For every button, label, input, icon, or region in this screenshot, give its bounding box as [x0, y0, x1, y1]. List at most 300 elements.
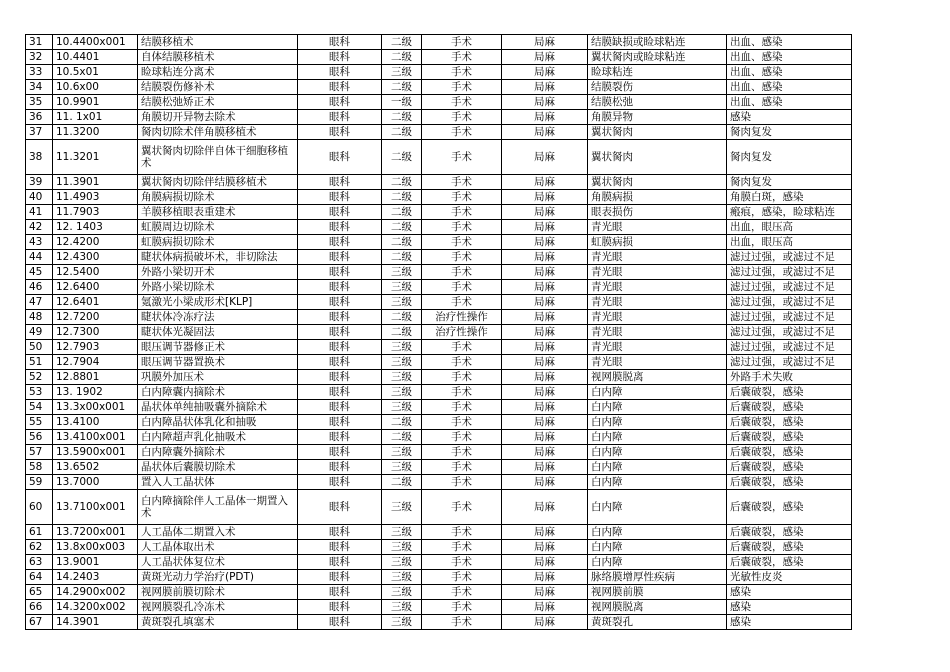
procedure-code-cell: 11.7903 — [53, 205, 138, 220]
department-cell: 眼科 — [298, 235, 382, 250]
anesthesia-cell: 局麻 — [502, 460, 588, 475]
indication-cell: 青光眼 — [588, 310, 727, 325]
operation-type-cell: 手术 — [422, 615, 502, 630]
row-number-cell: 37 — [26, 125, 53, 140]
procedure-code-cell: 11.3901 — [53, 175, 138, 190]
department-cell: 眼科 — [298, 140, 382, 175]
complication-cell: 后囊破裂，感染 — [727, 555, 852, 570]
row-number-cell: 55 — [26, 415, 53, 430]
operation-type-cell: 手术 — [422, 95, 502, 110]
complication-cell: 感染 — [727, 600, 852, 615]
indication-cell: 白内障 — [588, 445, 727, 460]
anesthesia-cell: 局麻 — [502, 95, 588, 110]
procedure-name-cell: 视网膜前膜切除术 — [138, 585, 298, 600]
table-row — [26, 250, 852, 265]
procedure-code-cell: 12.6401 — [53, 295, 138, 310]
complication-cell: 滤过过强，或滤过不足 — [727, 355, 852, 370]
complication-cell: 胬肉复发 — [727, 125, 852, 140]
operation-type-cell: 治疗性操作 — [422, 310, 502, 325]
operation-type-cell: 手术 — [422, 540, 502, 555]
department-cell: 眼科 — [298, 80, 382, 95]
anesthesia-cell: 局麻 — [502, 570, 588, 585]
level-cell: 三级 — [382, 585, 422, 600]
table-row — [26, 415, 852, 430]
indication-cell: 白内障 — [588, 540, 727, 555]
complication-cell: 感染 — [727, 585, 852, 600]
anesthesia-cell: 局麻 — [502, 600, 588, 615]
table-row — [26, 80, 852, 95]
complication-cell: 感染 — [727, 615, 852, 630]
level-cell: 二级 — [382, 190, 422, 205]
row-number-cell: 50 — [26, 340, 53, 355]
department-cell: 眼科 — [298, 490, 382, 525]
complication-cell: 出血，眼压高 — [727, 220, 852, 235]
procedure-code-cell: 11.3201 — [53, 140, 138, 175]
level-cell: 三级 — [382, 295, 422, 310]
level-cell: 三级 — [382, 65, 422, 80]
level-cell: 三级 — [382, 555, 422, 570]
department-cell: 眼科 — [298, 110, 382, 125]
indication-cell: 睑球粘连 — [588, 65, 727, 80]
table-row — [26, 490, 852, 525]
complication-cell: 后囊破裂，感染 — [727, 400, 852, 415]
anesthesia-cell: 局麻 — [502, 555, 588, 570]
department-cell: 眼科 — [298, 280, 382, 295]
row-number-cell: 48 — [26, 310, 53, 325]
department-cell: 眼科 — [298, 445, 382, 460]
anesthesia-cell: 局麻 — [502, 250, 588, 265]
procedure-name-cell: 人工晶状体复位术 — [138, 555, 298, 570]
level-cell: 三级 — [382, 600, 422, 615]
level-cell: 三级 — [382, 445, 422, 460]
complication-cell: 滤过过强，或滤过不足 — [727, 310, 852, 325]
procedure-name-cell: 睑球粘连分离术 — [138, 65, 298, 80]
complication-cell: 后囊破裂，感染 — [727, 445, 852, 460]
table-row — [26, 385, 852, 400]
complication-cell: 后囊破裂，感染 — [727, 540, 852, 555]
operation-type-cell: 手术 — [422, 570, 502, 585]
complication-cell: 出血、感染 — [727, 35, 852, 50]
operation-type-cell: 手术 — [422, 250, 502, 265]
procedure-code-cell: 12.7904 — [53, 355, 138, 370]
indication-cell: 白内障 — [588, 490, 727, 525]
procedure-name-cell: 黄斑裂孔填塞术 — [138, 615, 298, 630]
anesthesia-cell: 局麻 — [502, 190, 588, 205]
procedure-code-cell: 13.5900x001 — [53, 445, 138, 460]
table-row — [26, 310, 852, 325]
procedure-name-cell: 自体结膜移植术 — [138, 50, 298, 65]
level-cell: 三级 — [382, 340, 422, 355]
complication-cell: 感染 — [727, 110, 852, 125]
indication-cell: 脉络膜增厚性疾病 — [588, 570, 727, 585]
procedure-name-cell: 视网膜裂孔冷冻术 — [138, 600, 298, 615]
level-cell: 三级 — [382, 525, 422, 540]
indication-cell: 视网膜脱离 — [588, 370, 727, 385]
procedure-name-cell: 角膜病损切除术 — [138, 190, 298, 205]
anesthesia-cell: 局麻 — [502, 355, 588, 370]
anesthesia-cell: 局麻 — [502, 490, 588, 525]
operation-type-cell: 手术 — [422, 65, 502, 80]
procedure-name-cell: 羊膜移植眼表重建术 — [138, 205, 298, 220]
complication-cell: 出血、感染 — [727, 65, 852, 80]
row-number-cell: 65 — [26, 585, 53, 600]
procedure-name-cell: 晶状体单纯抽吸囊外摘除术 — [138, 400, 298, 415]
department-cell: 眼科 — [298, 250, 382, 265]
indication-cell: 白内障 — [588, 525, 727, 540]
operation-type-cell: 手术 — [422, 555, 502, 570]
procedure-name-cell: 白内障囊内摘除术 — [138, 385, 298, 400]
department-cell: 眼科 — [298, 125, 382, 140]
indication-cell: 青光眼 — [588, 220, 727, 235]
anesthesia-cell: 局麻 — [502, 585, 588, 600]
procedure-name-cell: 白内障囊外摘除术 — [138, 445, 298, 460]
department-cell: 眼科 — [298, 430, 382, 445]
procedure-code-cell: 14.2900x002 — [53, 585, 138, 600]
complication-cell: 后囊破裂，感染 — [727, 385, 852, 400]
department-cell: 眼科 — [298, 415, 382, 430]
department-cell: 眼科 — [298, 190, 382, 205]
table-row — [26, 220, 852, 235]
complication-cell: 后囊破裂，感染 — [727, 490, 852, 525]
anesthesia-cell: 局麻 — [502, 295, 588, 310]
operation-type-cell: 手术 — [422, 110, 502, 125]
row-number-cell: 62 — [26, 540, 53, 555]
procedure-name-cell: 翼状胬肉切除伴结膜移植术 — [138, 175, 298, 190]
complication-cell: 后囊破裂，感染 — [727, 475, 852, 490]
table-row — [26, 35, 852, 50]
procedure-code-cell: 10.5x01 — [53, 65, 138, 80]
table-row — [26, 585, 852, 600]
level-cell: 一级 — [382, 95, 422, 110]
complication-cell: 滤过过强，或滤过不足 — [727, 250, 852, 265]
complication-cell: 出血、感染 — [727, 95, 852, 110]
operation-type-cell: 手术 — [422, 125, 502, 140]
anesthesia-cell: 局麻 — [502, 65, 588, 80]
table-row — [26, 65, 852, 80]
table-row — [26, 175, 852, 190]
level-cell: 二级 — [382, 235, 422, 250]
anesthesia-cell: 局麻 — [502, 265, 588, 280]
level-cell: 三级 — [382, 490, 422, 525]
table-row — [26, 235, 852, 250]
indication-cell: 白内障 — [588, 475, 727, 490]
row-number-cell: 49 — [26, 325, 53, 340]
department-cell: 眼科 — [298, 385, 382, 400]
procedure-name-cell: 虹膜周边切除术 — [138, 220, 298, 235]
department-cell: 眼科 — [298, 295, 382, 310]
department-cell: 眼科 — [298, 600, 382, 615]
row-number-cell: 39 — [26, 175, 53, 190]
indication-cell: 白内障 — [588, 555, 727, 570]
indication-cell: 白内障 — [588, 400, 727, 415]
operation-type-cell: 手术 — [422, 220, 502, 235]
department-cell: 眼科 — [298, 340, 382, 355]
indication-cell: 角膜异物 — [588, 110, 727, 125]
procedure-name-cell: 置入人工晶状体 — [138, 475, 298, 490]
procedure-code-cell: 12.5400 — [53, 265, 138, 280]
table-row — [26, 325, 852, 340]
department-cell: 眼科 — [298, 50, 382, 65]
anesthesia-cell: 局麻 — [502, 475, 588, 490]
procedure-name-cell: 胬肉切除术伴角膜移植术 — [138, 125, 298, 140]
level-cell: 二级 — [382, 125, 422, 140]
table-row — [26, 475, 852, 490]
table-row — [26, 570, 852, 585]
operation-type-cell: 手术 — [422, 600, 502, 615]
procedure-code-cell: 12. 1403 — [53, 220, 138, 235]
operation-type-cell: 手术 — [422, 385, 502, 400]
level-cell: 二级 — [382, 415, 422, 430]
procedure-name-cell: 结膜裂伤修补术 — [138, 80, 298, 95]
row-number-cell: 41 — [26, 205, 53, 220]
procedure-name-cell: 虹膜病损切除术 — [138, 235, 298, 250]
indication-cell: 结膜裂伤 — [588, 80, 727, 95]
row-number-cell: 31 — [26, 35, 53, 50]
procedure-code-cell: 14.3901 — [53, 615, 138, 630]
anesthesia-cell: 局麻 — [502, 80, 588, 95]
procedure-code-cell: 12.7903 — [53, 340, 138, 355]
operation-type-cell: 手术 — [422, 80, 502, 95]
operation-type-cell: 手术 — [422, 490, 502, 525]
level-cell: 三级 — [382, 615, 422, 630]
level-cell: 二级 — [382, 50, 422, 65]
row-number-cell: 42 — [26, 220, 53, 235]
procedure-name-cell: 人工晶体取出术 — [138, 540, 298, 555]
complication-cell: 光敏性皮炎 — [727, 570, 852, 585]
level-cell: 二级 — [382, 310, 422, 325]
operation-type-cell: 手术 — [422, 175, 502, 190]
complication-cell: 角膜白斑，感染 — [727, 190, 852, 205]
anesthesia-cell: 局麻 — [502, 525, 588, 540]
procedure-code-cell: 13.7000 — [53, 475, 138, 490]
procedure-name-cell: 巩膜外加压术 — [138, 370, 298, 385]
department-cell: 眼科 — [298, 615, 382, 630]
table-row — [26, 190, 852, 205]
department-cell: 眼科 — [298, 355, 382, 370]
indication-cell: 白内障 — [588, 430, 727, 445]
department-cell: 眼科 — [298, 310, 382, 325]
operation-type-cell: 手术 — [422, 50, 502, 65]
indication-cell: 白内障 — [588, 460, 727, 475]
procedure-name-cell: 结膜移植术 — [138, 35, 298, 50]
procedure-table — [25, 34, 852, 630]
table-row — [26, 540, 852, 555]
indication-cell: 青光眼 — [588, 325, 727, 340]
level-cell: 三级 — [382, 570, 422, 585]
indication-cell: 结膜缺损或睑球粘连 — [588, 35, 727, 50]
complication-cell: 瘢痕，感染，睑球粘连 — [727, 205, 852, 220]
procedure-name-cell: 睫状体光凝固法 — [138, 325, 298, 340]
complication-cell: 胬肉复发 — [727, 175, 852, 190]
operation-type-cell: 手术 — [422, 265, 502, 280]
row-number-cell: 67 — [26, 615, 53, 630]
table-row — [26, 400, 852, 415]
level-cell: 三级 — [382, 265, 422, 280]
level-cell: 二级 — [382, 80, 422, 95]
procedure-name-cell: 人工晶体二期置入术 — [138, 525, 298, 540]
row-number-cell: 35 — [26, 95, 53, 110]
procedure-code-cell: 11.3200 — [53, 125, 138, 140]
operation-type-cell: 手术 — [422, 525, 502, 540]
indication-cell: 翼状胬肉 — [588, 140, 727, 175]
level-cell: 三级 — [382, 355, 422, 370]
department-cell: 眼科 — [298, 205, 382, 220]
level-cell: 三级 — [382, 370, 422, 385]
complication-cell: 滤过过强，或滤过不足 — [727, 265, 852, 280]
procedure-code-cell: 11.4903 — [53, 190, 138, 205]
complication-cell: 后囊破裂，感染 — [727, 415, 852, 430]
table-row — [26, 430, 852, 445]
procedure-code-cell: 13.7100x001 — [53, 490, 138, 525]
operation-type-cell: 手术 — [422, 340, 502, 355]
level-cell: 二级 — [382, 430, 422, 445]
anesthesia-cell: 局麻 — [502, 340, 588, 355]
complication-cell: 滤过过强，或滤过不足 — [727, 280, 852, 295]
anesthesia-cell: 局麻 — [502, 325, 588, 340]
row-number-cell: 53 — [26, 385, 53, 400]
anesthesia-cell: 局麻 — [502, 235, 588, 250]
row-number-cell: 34 — [26, 80, 53, 95]
anesthesia-cell: 局麻 — [502, 385, 588, 400]
row-number-cell: 52 — [26, 370, 53, 385]
level-cell: 三级 — [382, 280, 422, 295]
department-cell: 眼科 — [298, 400, 382, 415]
procedure-name-cell: 睫状体冷冻疗法 — [138, 310, 298, 325]
row-number-cell: 57 — [26, 445, 53, 460]
row-number-cell: 36 — [26, 110, 53, 125]
department-cell: 眼科 — [298, 370, 382, 385]
row-number-cell: 51 — [26, 355, 53, 370]
anesthesia-cell: 局麻 — [502, 140, 588, 175]
table-row — [26, 265, 852, 280]
department-cell: 眼科 — [298, 220, 382, 235]
indication-cell: 视网膜前膜 — [588, 585, 727, 600]
table-row — [26, 110, 852, 125]
procedure-code-cell: 14.3200x002 — [53, 600, 138, 615]
anesthesia-cell: 局麻 — [502, 540, 588, 555]
procedure-name-cell: 白内障超声乳化抽吸术 — [138, 430, 298, 445]
indication-cell: 青光眼 — [588, 355, 727, 370]
operation-type-cell: 手术 — [422, 140, 502, 175]
operation-type-cell: 手术 — [422, 415, 502, 430]
anesthesia-cell: 局麻 — [502, 220, 588, 235]
row-number-cell: 32 — [26, 50, 53, 65]
department-cell: 眼科 — [298, 95, 382, 110]
table-row — [26, 280, 852, 295]
level-cell: 二级 — [382, 250, 422, 265]
indication-cell: 角膜病损 — [588, 190, 727, 205]
table-row — [26, 95, 852, 110]
level-cell: 三级 — [382, 400, 422, 415]
indication-cell: 虹膜病损 — [588, 235, 727, 250]
table-row — [26, 615, 852, 630]
procedure-name-cell: 结膜松弛矫正术 — [138, 95, 298, 110]
table-row — [26, 125, 852, 140]
procedure-code-cell: 13.7200x001 — [53, 525, 138, 540]
procedure-name-cell: 角膜切开异物去除术 — [138, 110, 298, 125]
indication-cell: 翼状胬肉 — [588, 175, 727, 190]
indication-cell: 结膜松弛 — [588, 95, 727, 110]
anesthesia-cell: 局麻 — [502, 310, 588, 325]
row-number-cell: 40 — [26, 190, 53, 205]
anesthesia-cell: 局麻 — [502, 280, 588, 295]
procedure-code-cell: 10.4400x001 — [53, 35, 138, 50]
operation-type-cell: 手术 — [422, 205, 502, 220]
department-cell: 眼科 — [298, 175, 382, 190]
level-cell: 二级 — [382, 110, 422, 125]
indication-cell: 青光眼 — [588, 250, 727, 265]
table-row — [26, 445, 852, 460]
row-number-cell: 61 — [26, 525, 53, 540]
table-row — [26, 295, 852, 310]
anesthesia-cell: 局麻 — [502, 205, 588, 220]
anesthesia-cell: 局麻 — [502, 175, 588, 190]
complication-cell: 出血，眼压高 — [727, 235, 852, 250]
indication-cell: 翼状胬肉或睑球粘连 — [588, 50, 727, 65]
operation-type-cell: 手术 — [422, 475, 502, 490]
procedure-name-cell: 睫状体病损破坏术，非切除法 — [138, 250, 298, 265]
indication-cell: 青光眼 — [588, 280, 727, 295]
anesthesia-cell: 局麻 — [502, 615, 588, 630]
row-number-cell: 60 — [26, 490, 53, 525]
level-cell: 二级 — [382, 205, 422, 220]
row-number-cell: 63 — [26, 555, 53, 570]
row-number-cell: 44 — [26, 250, 53, 265]
complication-cell: 滤过过强，或滤过不足 — [727, 325, 852, 340]
procedure-code-cell: 10.6x00 — [53, 80, 138, 95]
department-cell: 眼科 — [298, 265, 382, 280]
indication-cell: 白内障 — [588, 385, 727, 400]
department-cell: 眼科 — [298, 475, 382, 490]
procedure-name-cell: 白内障晶状体乳化和抽吸 — [138, 415, 298, 430]
department-cell: 眼科 — [298, 65, 382, 80]
table-row — [26, 140, 852, 175]
operation-type-cell: 手术 — [422, 445, 502, 460]
indication-cell: 视网膜脱离 — [588, 600, 727, 615]
procedure-name-cell: 外路小梁切开术 — [138, 265, 298, 280]
procedure-name-cell: 氪激光小梁成形术[KLP] — [138, 295, 298, 310]
table-row — [26, 355, 852, 370]
procedure-code-cell: 12.8801 — [53, 370, 138, 385]
row-number-cell: 43 — [26, 235, 53, 250]
operation-type-cell: 手术 — [422, 585, 502, 600]
procedure-name-cell: 翼状胬肉切除伴自体干细胞移植术 — [138, 140, 298, 175]
anesthesia-cell: 局麻 — [502, 400, 588, 415]
table-row — [26, 50, 852, 65]
procedure-code-cell: 10.9901 — [53, 95, 138, 110]
anesthesia-cell: 局麻 — [502, 110, 588, 125]
department-cell: 眼科 — [298, 540, 382, 555]
department-cell: 眼科 — [298, 525, 382, 540]
procedure-code-cell: 13.9001 — [53, 555, 138, 570]
complication-cell: 后囊破裂，感染 — [727, 460, 852, 475]
anesthesia-cell: 局麻 — [502, 50, 588, 65]
complication-cell: 滤过过强，或滤过不足 — [727, 340, 852, 355]
table-row — [26, 600, 852, 615]
operation-type-cell: 手术 — [422, 190, 502, 205]
complication-cell: 外路手术失败 — [727, 370, 852, 385]
department-cell: 眼科 — [298, 325, 382, 340]
indication-cell: 翼状胬肉 — [588, 125, 727, 140]
operation-type-cell: 手术 — [422, 370, 502, 385]
table-row — [26, 340, 852, 355]
operation-type-cell: 手术 — [422, 430, 502, 445]
operation-type-cell: 手术 — [422, 355, 502, 370]
department-cell: 眼科 — [298, 585, 382, 600]
procedure-name-cell: 眼压调节器修正术 — [138, 340, 298, 355]
complication-cell: 后囊破裂，感染 — [727, 430, 852, 445]
procedure-name-cell: 外路小梁切除术 — [138, 280, 298, 295]
